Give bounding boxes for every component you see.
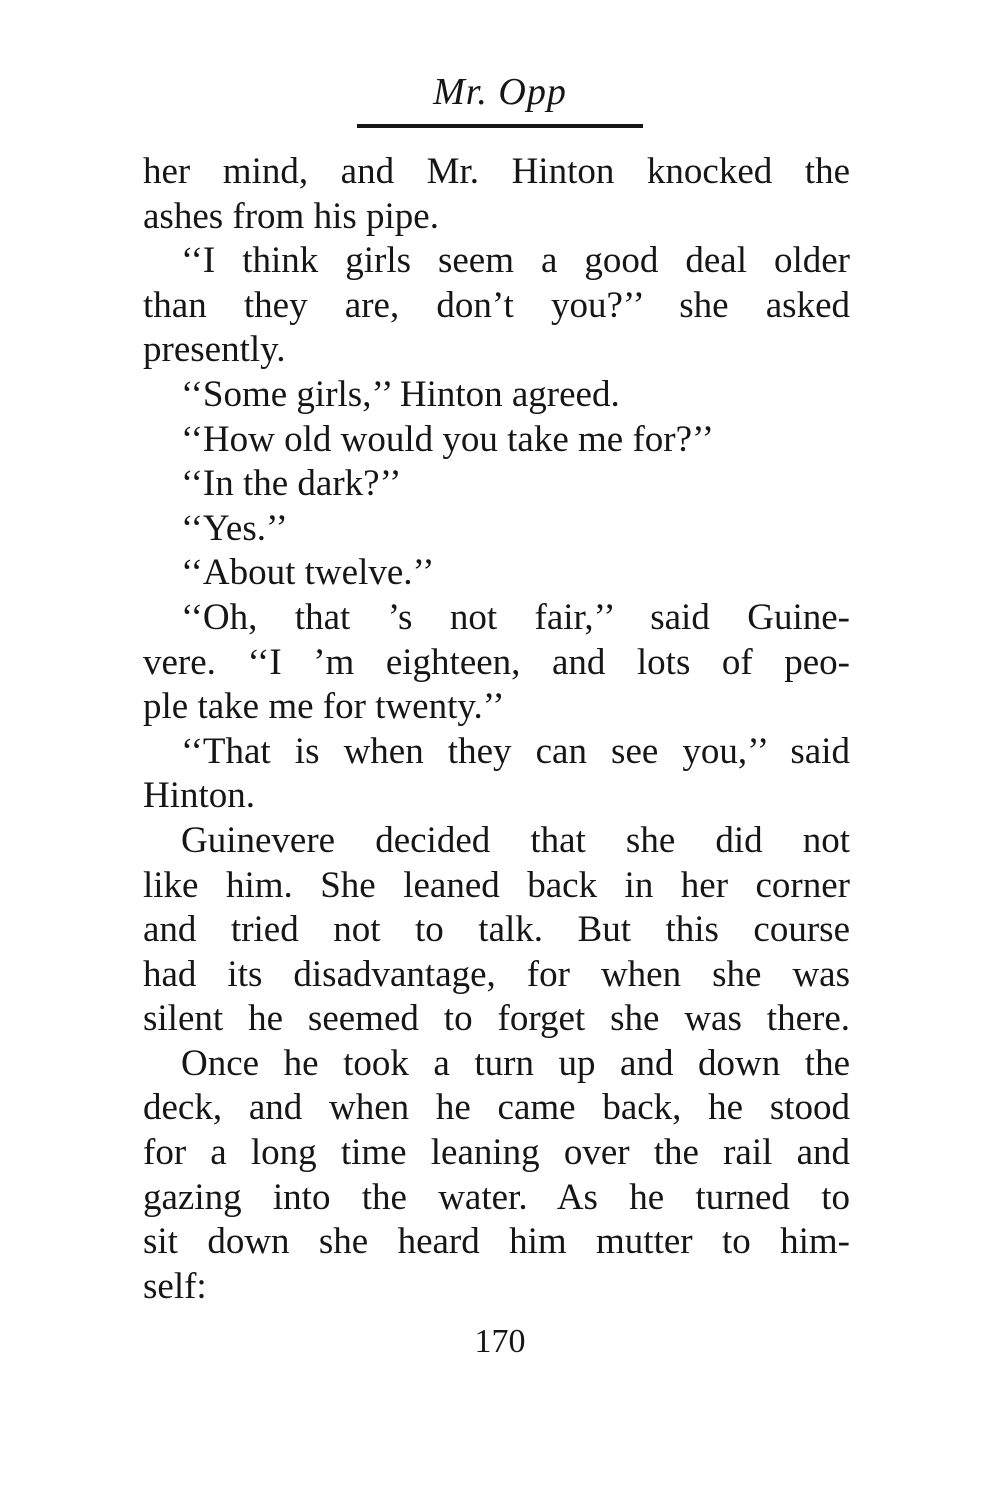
text-line: ‘‘How old would you take me for?’’ [181, 418, 714, 460]
text-line: Once he took a turn up and down the [181, 1042, 850, 1084]
text-line: silent he seemed to forget she was there. [143, 998, 850, 1040]
text-line: ‘‘I think girls seem a good deal older [181, 240, 850, 282]
text-line: ashes from his pipe. [143, 195, 439, 237]
text-line: sit down she heard him mutter to him- [143, 1221, 850, 1263]
text-line: ‘‘That is when they can see you,’’ said [181, 730, 850, 772]
text-line: vere. ‘‘I ’m eighteen, and lots of peo- [143, 641, 850, 683]
text-line: than they are, don’t you?’’ she asked [143, 284, 850, 326]
text-line: ‘‘About twelve.’’ [181, 552, 435, 594]
text-line: Hinton. [143, 775, 256, 817]
text-line: for a long time leaning over the rail and [143, 1132, 850, 1174]
text-line: had its disadvantage, for when she was [143, 953, 850, 995]
body-text [143, 150, 850, 1309]
text-line: presently. [143, 329, 286, 371]
text-line: ple take me for twenty.’’ [143, 686, 505, 728]
text-line: Guinevere decided that she did not [181, 819, 850, 861]
running-head: Mr. Opp [433, 71, 567, 113]
text-line: and tried not to talk. But this course [143, 909, 850, 951]
text-line: ‘‘In the dark?’’ [181, 463, 402, 505]
text-line: gazing into the water. As he turned to [143, 1176, 850, 1218]
page-number: 170 [474, 1323, 526, 1360]
text-line: self: [143, 1265, 207, 1307]
text-line: her mind, and Mr. Hinton knocked the [143, 151, 850, 192]
text-line: ‘‘Oh, that ’s not fair,’’ said Guine- [181, 596, 850, 638]
text-line: like him. She leaned back in her corner [143, 864, 850, 906]
header-rule [357, 124, 643, 128]
text-line: deck, and when he came back, he stood [143, 1087, 850, 1129]
text-line: ‘‘Yes.’’ [181, 507, 288, 549]
text-line: ‘‘Some girls,’’ Hinton agreed. [181, 373, 620, 415]
